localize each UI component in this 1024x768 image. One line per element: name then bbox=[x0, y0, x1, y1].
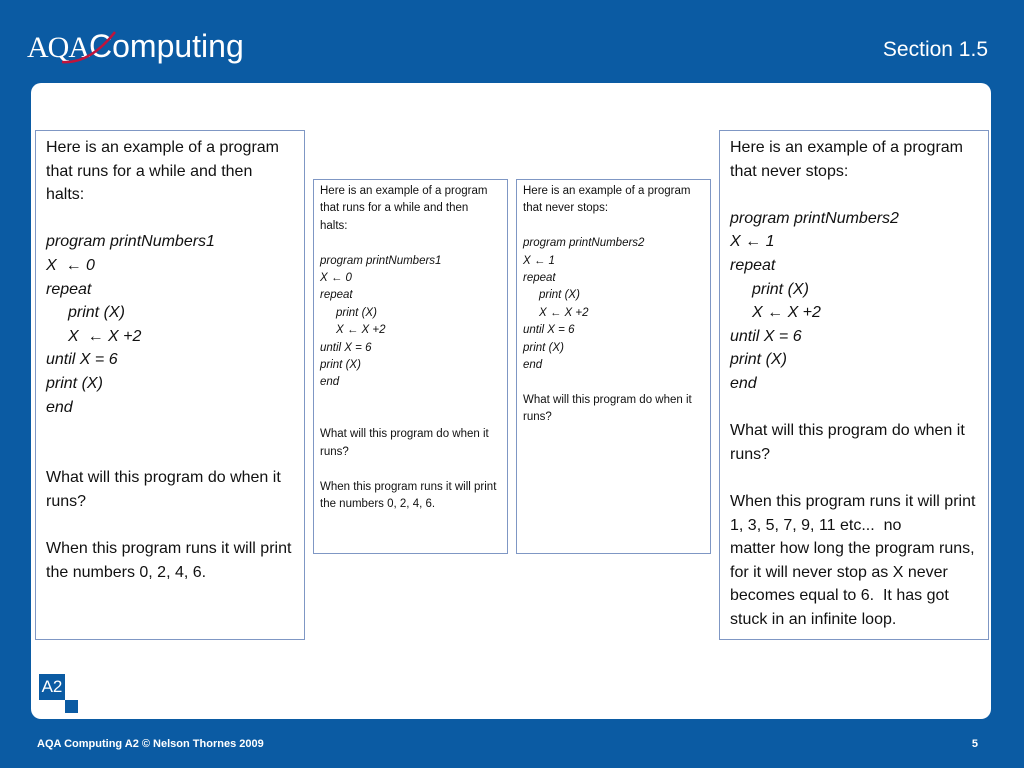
text-line: Here is an example of a program bbox=[730, 139, 963, 156]
text-line bbox=[46, 514, 304, 538]
text-line: repeat bbox=[730, 256, 776, 274]
text-line: that runs for a while and then bbox=[320, 202, 469, 215]
text-line: end bbox=[320, 376, 340, 389]
text-line: program printNumbers2 bbox=[523, 237, 645, 250]
text-line: X ← 1 bbox=[730, 233, 775, 251]
logo-swoosh-icon bbox=[60, 28, 120, 68]
text-line bbox=[320, 235, 507, 252]
text-line: print (X) bbox=[752, 280, 809, 298]
text-line: the numbers 0, 2, 4, 6. bbox=[46, 563, 207, 581]
text-line: print (X) bbox=[730, 351, 787, 369]
text-line: X ← 0 bbox=[46, 256, 95, 274]
text-line: print (X) bbox=[320, 358, 361, 371]
text-line: stuck in an infinite loop. bbox=[730, 610, 897, 628]
text-line: What will this program do when it bbox=[46, 469, 281, 487]
text-line: runs? bbox=[46, 492, 87, 510]
text-line: until X = 6 bbox=[730, 327, 802, 345]
logo-computing: Computing bbox=[89, 28, 244, 64]
text-line: X ← X +2 bbox=[752, 304, 821, 322]
text-line bbox=[320, 409, 507, 426]
text-line bbox=[730, 466, 988, 490]
text-line: matter how long the program runs, bbox=[730, 540, 975, 558]
text-line: that never stops: bbox=[523, 202, 609, 215]
text-line: that runs for a while and then bbox=[46, 162, 253, 180]
text-line: Here is an example of a program bbox=[46, 139, 279, 156]
text-line: for it will never stop as X never bbox=[730, 563, 948, 581]
text-line: Here is an example of a program bbox=[523, 185, 691, 197]
text-line: halts: bbox=[320, 219, 348, 232]
text-line bbox=[320, 461, 507, 478]
text-line: until X = 6 bbox=[46, 351, 118, 369]
page-number: 5 bbox=[971, 738, 978, 750]
text-line: When this program runs it will print bbox=[730, 492, 976, 510]
text-line: When this program runs it will print bbox=[320, 480, 497, 493]
text-line: becomes equal to 6. It has got bbox=[730, 587, 949, 605]
text-line: X ← X +2 bbox=[336, 324, 386, 337]
text-line: that never stops: bbox=[730, 162, 849, 180]
text-box-infinite-program bbox=[719, 130, 989, 640]
text-line bbox=[46, 207, 304, 231]
text-line: the numbers 0, 2, 4, 6. bbox=[320, 498, 436, 511]
text-line: X ← X +2 bbox=[68, 327, 142, 345]
text-line: X ← 1 bbox=[523, 254, 555, 267]
text-line: repeat bbox=[46, 280, 92, 298]
logo-aqa: AQA bbox=[27, 31, 89, 64]
text-line bbox=[46, 419, 304, 443]
text-line: print (X) bbox=[46, 374, 103, 392]
overlay-box-infinite-program bbox=[516, 179, 711, 554]
text-line: What will this program do when it bbox=[523, 393, 692, 406]
text-line: repeat bbox=[320, 289, 353, 302]
overlay-box-halting-program bbox=[313, 179, 508, 554]
text-line bbox=[523, 218, 710, 235]
text-line: runs? bbox=[523, 411, 552, 424]
text-line: until X = 6 bbox=[320, 341, 372, 354]
text-line: program printNumbers2 bbox=[730, 209, 899, 227]
text-line: end bbox=[46, 398, 73, 416]
text-line: 1, 3, 5, 7, 9, 11 etc... no bbox=[730, 516, 902, 534]
a2-badge: A2 bbox=[39, 674, 65, 700]
text-line: program printNumbers1 bbox=[320, 254, 442, 267]
text-line bbox=[320, 392, 507, 409]
text-line: repeat bbox=[523, 271, 556, 284]
text-line: runs? bbox=[320, 445, 349, 458]
text-line: print (X) bbox=[539, 289, 580, 302]
footer-copyright: AQA Computing A2 © Nelson Thornes 2009 bbox=[37, 738, 264, 750]
text-line: end bbox=[730, 374, 757, 392]
text-line: X ← 0 bbox=[320, 271, 352, 284]
text-line: until X = 6 bbox=[523, 324, 575, 337]
text-line: X ← X +2 bbox=[539, 306, 589, 319]
text-line bbox=[46, 443, 304, 467]
text-line: end bbox=[523, 358, 543, 371]
text-line: halts: bbox=[46, 186, 85, 204]
text-line: Here is an example of a program bbox=[320, 185, 488, 197]
text-box-halting-program bbox=[35, 130, 305, 640]
text-line: print (X) bbox=[68, 304, 125, 322]
text-line bbox=[523, 374, 710, 391]
text-line: print (X) bbox=[523, 341, 564, 354]
section-title: Section 1.5 bbox=[882, 38, 988, 61]
text-line: When this program runs it will print bbox=[46, 540, 292, 558]
text-line: program printNumbers1 bbox=[46, 233, 215, 251]
text-line: What will this program do when it bbox=[730, 422, 965, 440]
a2-badge-square bbox=[65, 700, 78, 713]
text-line: print (X) bbox=[336, 306, 377, 319]
text-line bbox=[730, 183, 988, 207]
text-line: runs? bbox=[730, 445, 771, 463]
text-line: What will this program do when it bbox=[320, 428, 489, 441]
text-line bbox=[730, 396, 988, 420]
